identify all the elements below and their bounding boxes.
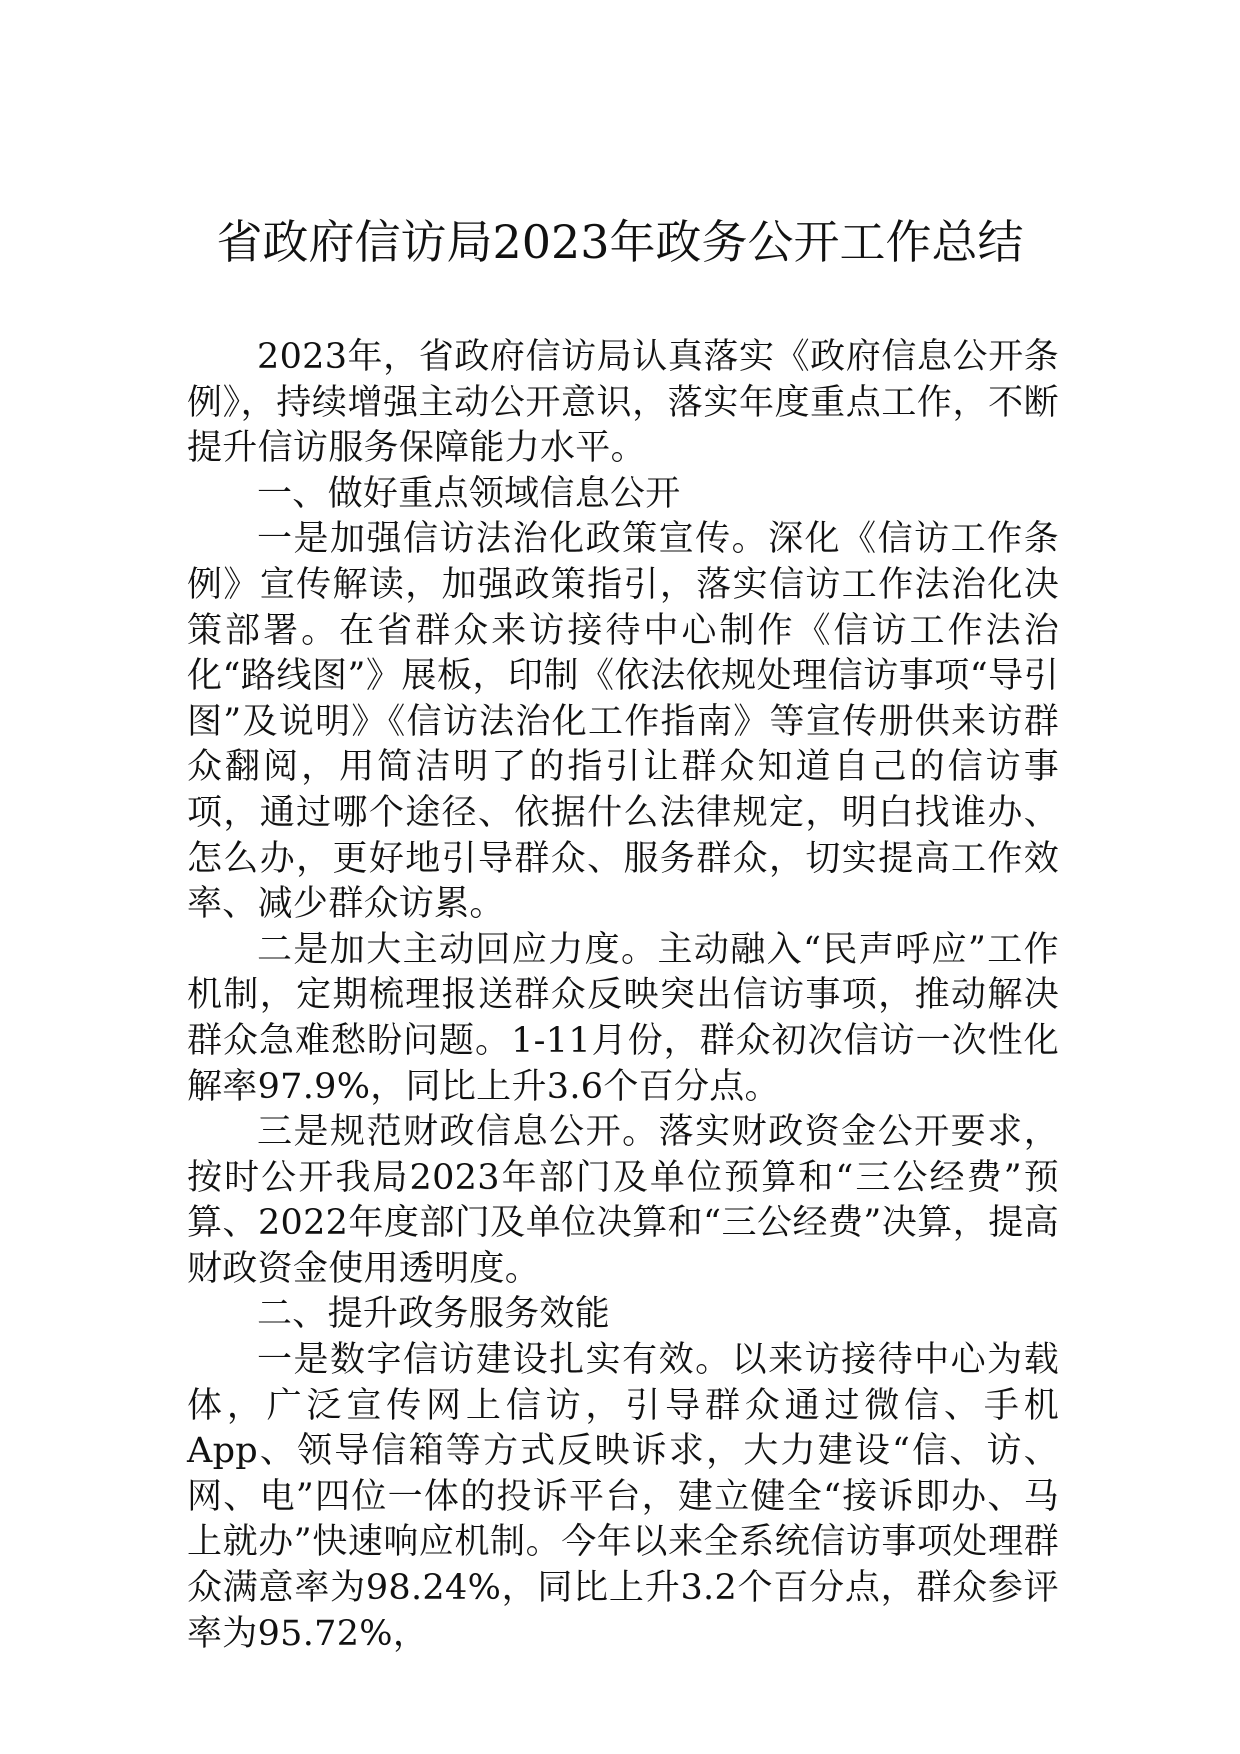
section-heading-2: 二、提升政务服务效能 (257, 1294, 611, 1335)
body-paragraph: 二是加大主动回应力度。主动融入“民声呼应”工作机制，定期梳理报送群众反映突出信访事项，推动解决群众急难愁盼问题。1-11月份，群众初次信访一次性化解率97.9%，同比上升3.6个百分点。 (187, 929, 1059, 1107)
section-heading-1: 一、做好重点领域信息公开 (257, 473, 681, 514)
document-body (187, 335, 1059, 1657)
intro-paragraph: 2023年，省政府信访局认真落实《政府信息公开条例》，持续增强主动公开意识，落实年度重点工作，不断提升信访服务保障能力水平。 (187, 337, 1059, 469)
document-title: 省政府信访局2023年政务公开工作总结 (216, 215, 1024, 269)
body-paragraph: 三是规范财政信息公开。落实财政资金公开要求，按时公开我局2023年部门及单位预算和“三公经费”预算、2022年度部门及单位决算和“三公经费”决算，提高财政资金使用透明度。 (187, 1112, 1059, 1289)
body-paragraph: 一是数字信访建设扎实有效。以来访接待中心为载体，广泛宣传网上信访，引导群众通过微信、手机App、领导信箱等方式反映诉求，大力建设“信、访、网、电”四位一体的投诉平台，建立健全“接诉即办、马上就办”快速响应机制。今年以来全系统信访事项处理群众满意率为98.24%，同比上升3.2个百分点，群众参评率为95.72%， (187, 1340, 1059, 1654)
body-paragraph: 一是加强信访法治化政策宣传。深化《信访工作条例》宣传解读，加强政策指引，落实信访工作法治化决策部署。在省群众来访接待中心制作《信访工作法治化“路线图”》展板，印制《依法依规处理信访事项“导引图”及说明》《信访法治化工作指南》等宣传册供来访群众翻阅，用简洁明了的指引让群众知道自己的信访事项，通过哪个途径、依据什么法律规定，明白找谁办、怎么办，更好地引导群众、服务群众，切实提高工作效率、减少群众访累。 (187, 519, 1059, 925)
